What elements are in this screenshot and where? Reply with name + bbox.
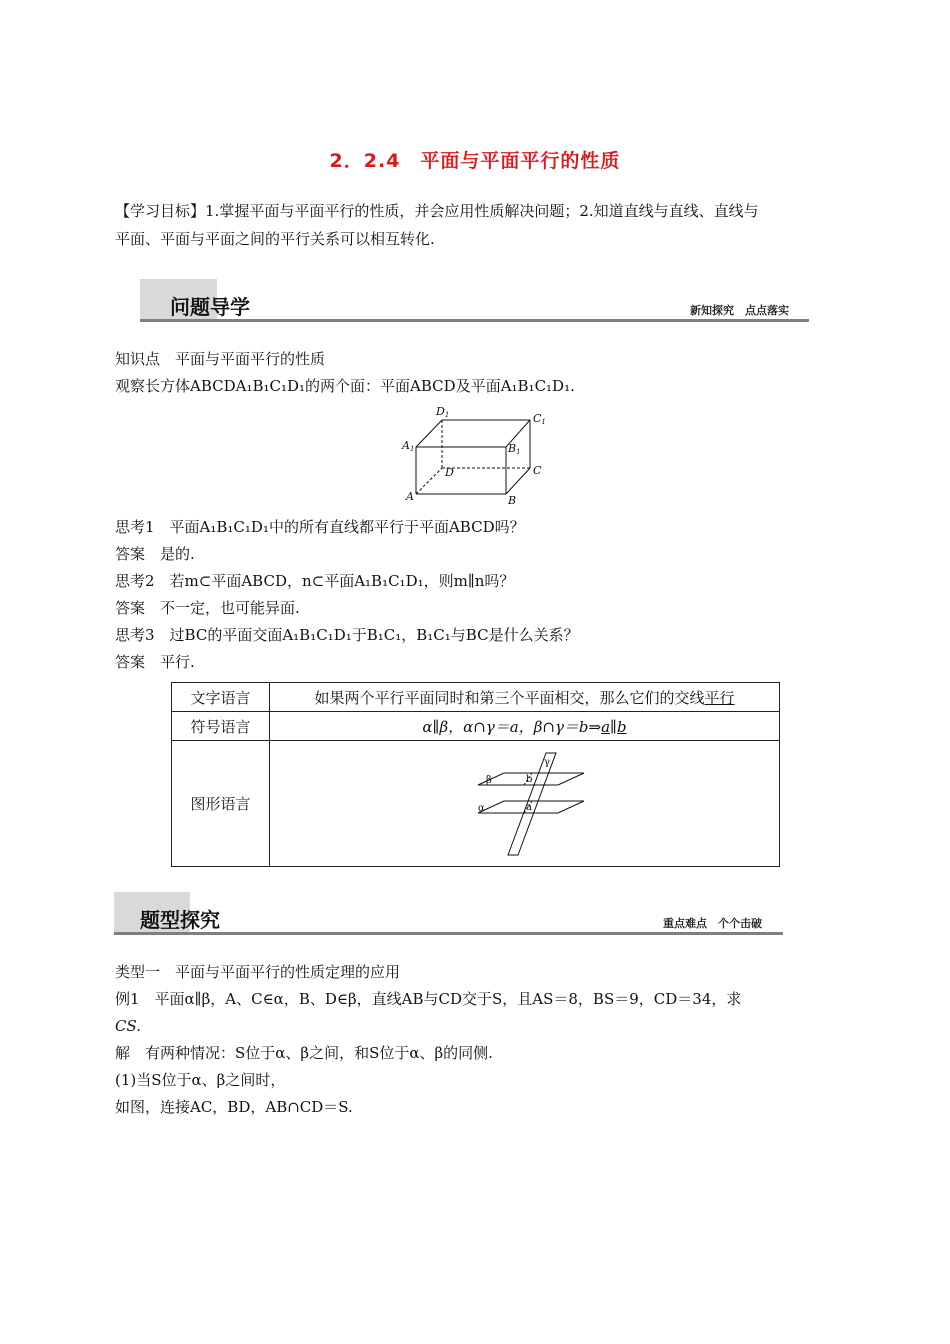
row-label-text-language: 文字语言 — [172, 683, 270, 712]
solution-line-2: (1)当S位于α、β之间时， — [115, 1071, 286, 1089]
label-a: A — [406, 490, 414, 503]
knowledge-point-heading: 知识点 平面与平面平行的性质 — [115, 350, 326, 368]
banner-title-tixing: 题型探究 — [140, 908, 220, 932]
label-b1: B1 — [508, 442, 521, 456]
banner-title-wendao: 问题导学 — [170, 295, 250, 319]
theorem-table — [171, 682, 780, 867]
planes-figure — [460, 751, 590, 857]
page-title: 2．2.4 平面与平面平行的性质 — [329, 150, 621, 172]
solution-line-3: 如图，连接AC，BD，AB∩CD＝S. — [115, 1098, 353, 1116]
label-d1: D1 — [436, 405, 450, 419]
banner-subtitle: 新知探究 点点落实 — [690, 304, 789, 317]
label-c: C — [533, 464, 542, 477]
label-a1: A1 — [402, 439, 415, 453]
table-row-text-language — [172, 683, 780, 712]
label-d: D — [445, 466, 454, 479]
objectives-text-1: 1.掌握平面与平面平行的性质，并会应用性质解决问题；2.知道直线与直线、直线与 — [205, 202, 759, 220]
row-value-text-language: 如果两个平行平面同时和第三个平面相交，那么它们的交线平行 — [270, 683, 780, 712]
example-1-line-2: CS. — [115, 1017, 141, 1035]
label-b: B — [508, 494, 517, 507]
row-value-figure-language — [270, 741, 780, 867]
solution-line-1: 解 有两种情况：S位于α、β之间，和S位于α、β的同侧. — [115, 1044, 493, 1062]
label-a-line: a — [525, 801, 532, 813]
observe-text: 观察长方体ABCDA₁B₁C₁D₁的两个面：平面ABCD及平面A₁B₁C₁D₁. — [115, 377, 575, 395]
label-b-line: b — [525, 773, 532, 785]
label-gamma: γ — [543, 756, 550, 768]
objectives-line-1 — [115, 201, 759, 221]
think-3-question: 思考3 过BC的平面交面A₁B₁C₁D₁于B₁C₁，B₁C₁与BC是什么关系？ — [115, 626, 579, 644]
think-1-answer: 答案 是的. — [115, 545, 195, 563]
think-2-question: 思考2 若m⊂平面ABCD，n⊂平面A₁B₁C₁D₁，则m∥n吗？ — [115, 572, 515, 590]
table-row-figure-language — [172, 741, 780, 867]
think-3-answer: 答案 平行. — [115, 653, 195, 671]
objectives-line-2: 平面、平面与平面之间的平行关系可以相互转化. — [115, 230, 435, 248]
type-1-heading: 类型一 平面与平面平行的性质定理的应用 — [115, 963, 401, 981]
objectives-label: 【学习目标】 — [115, 202, 206, 220]
label-beta: β — [485, 774, 492, 786]
banner-subtitle: 重点难点 个个击破 — [663, 917, 762, 930]
example-1-line-1: 例1 平面α∥β，A、C∈α，B、D∈β，直线AB与CD交于S，且AS＝8，BS＝9，CD＝34，求 — [115, 990, 742, 1008]
think-2-answer: 答案 不一定，也可能异面. — [115, 599, 300, 617]
row-label-symbol-language: 符号语言 — [172, 712, 270, 741]
cuboid-figure — [400, 402, 560, 512]
think-1-question: 思考1 平面A₁B₁C₁D₁中的所有直线都平行于平面ABCD吗？ — [115, 518, 525, 536]
row-label-figure-language: 图形语言 — [172, 741, 270, 867]
label-c1: C1 — [533, 412, 546, 426]
row-value-symbol-language: α∥β，α∩γ＝a，β∩γ＝b⇒a∥b — [270, 712, 780, 741]
table-row-symbol-language — [172, 712, 780, 741]
label-alpha: α — [477, 802, 485, 814]
